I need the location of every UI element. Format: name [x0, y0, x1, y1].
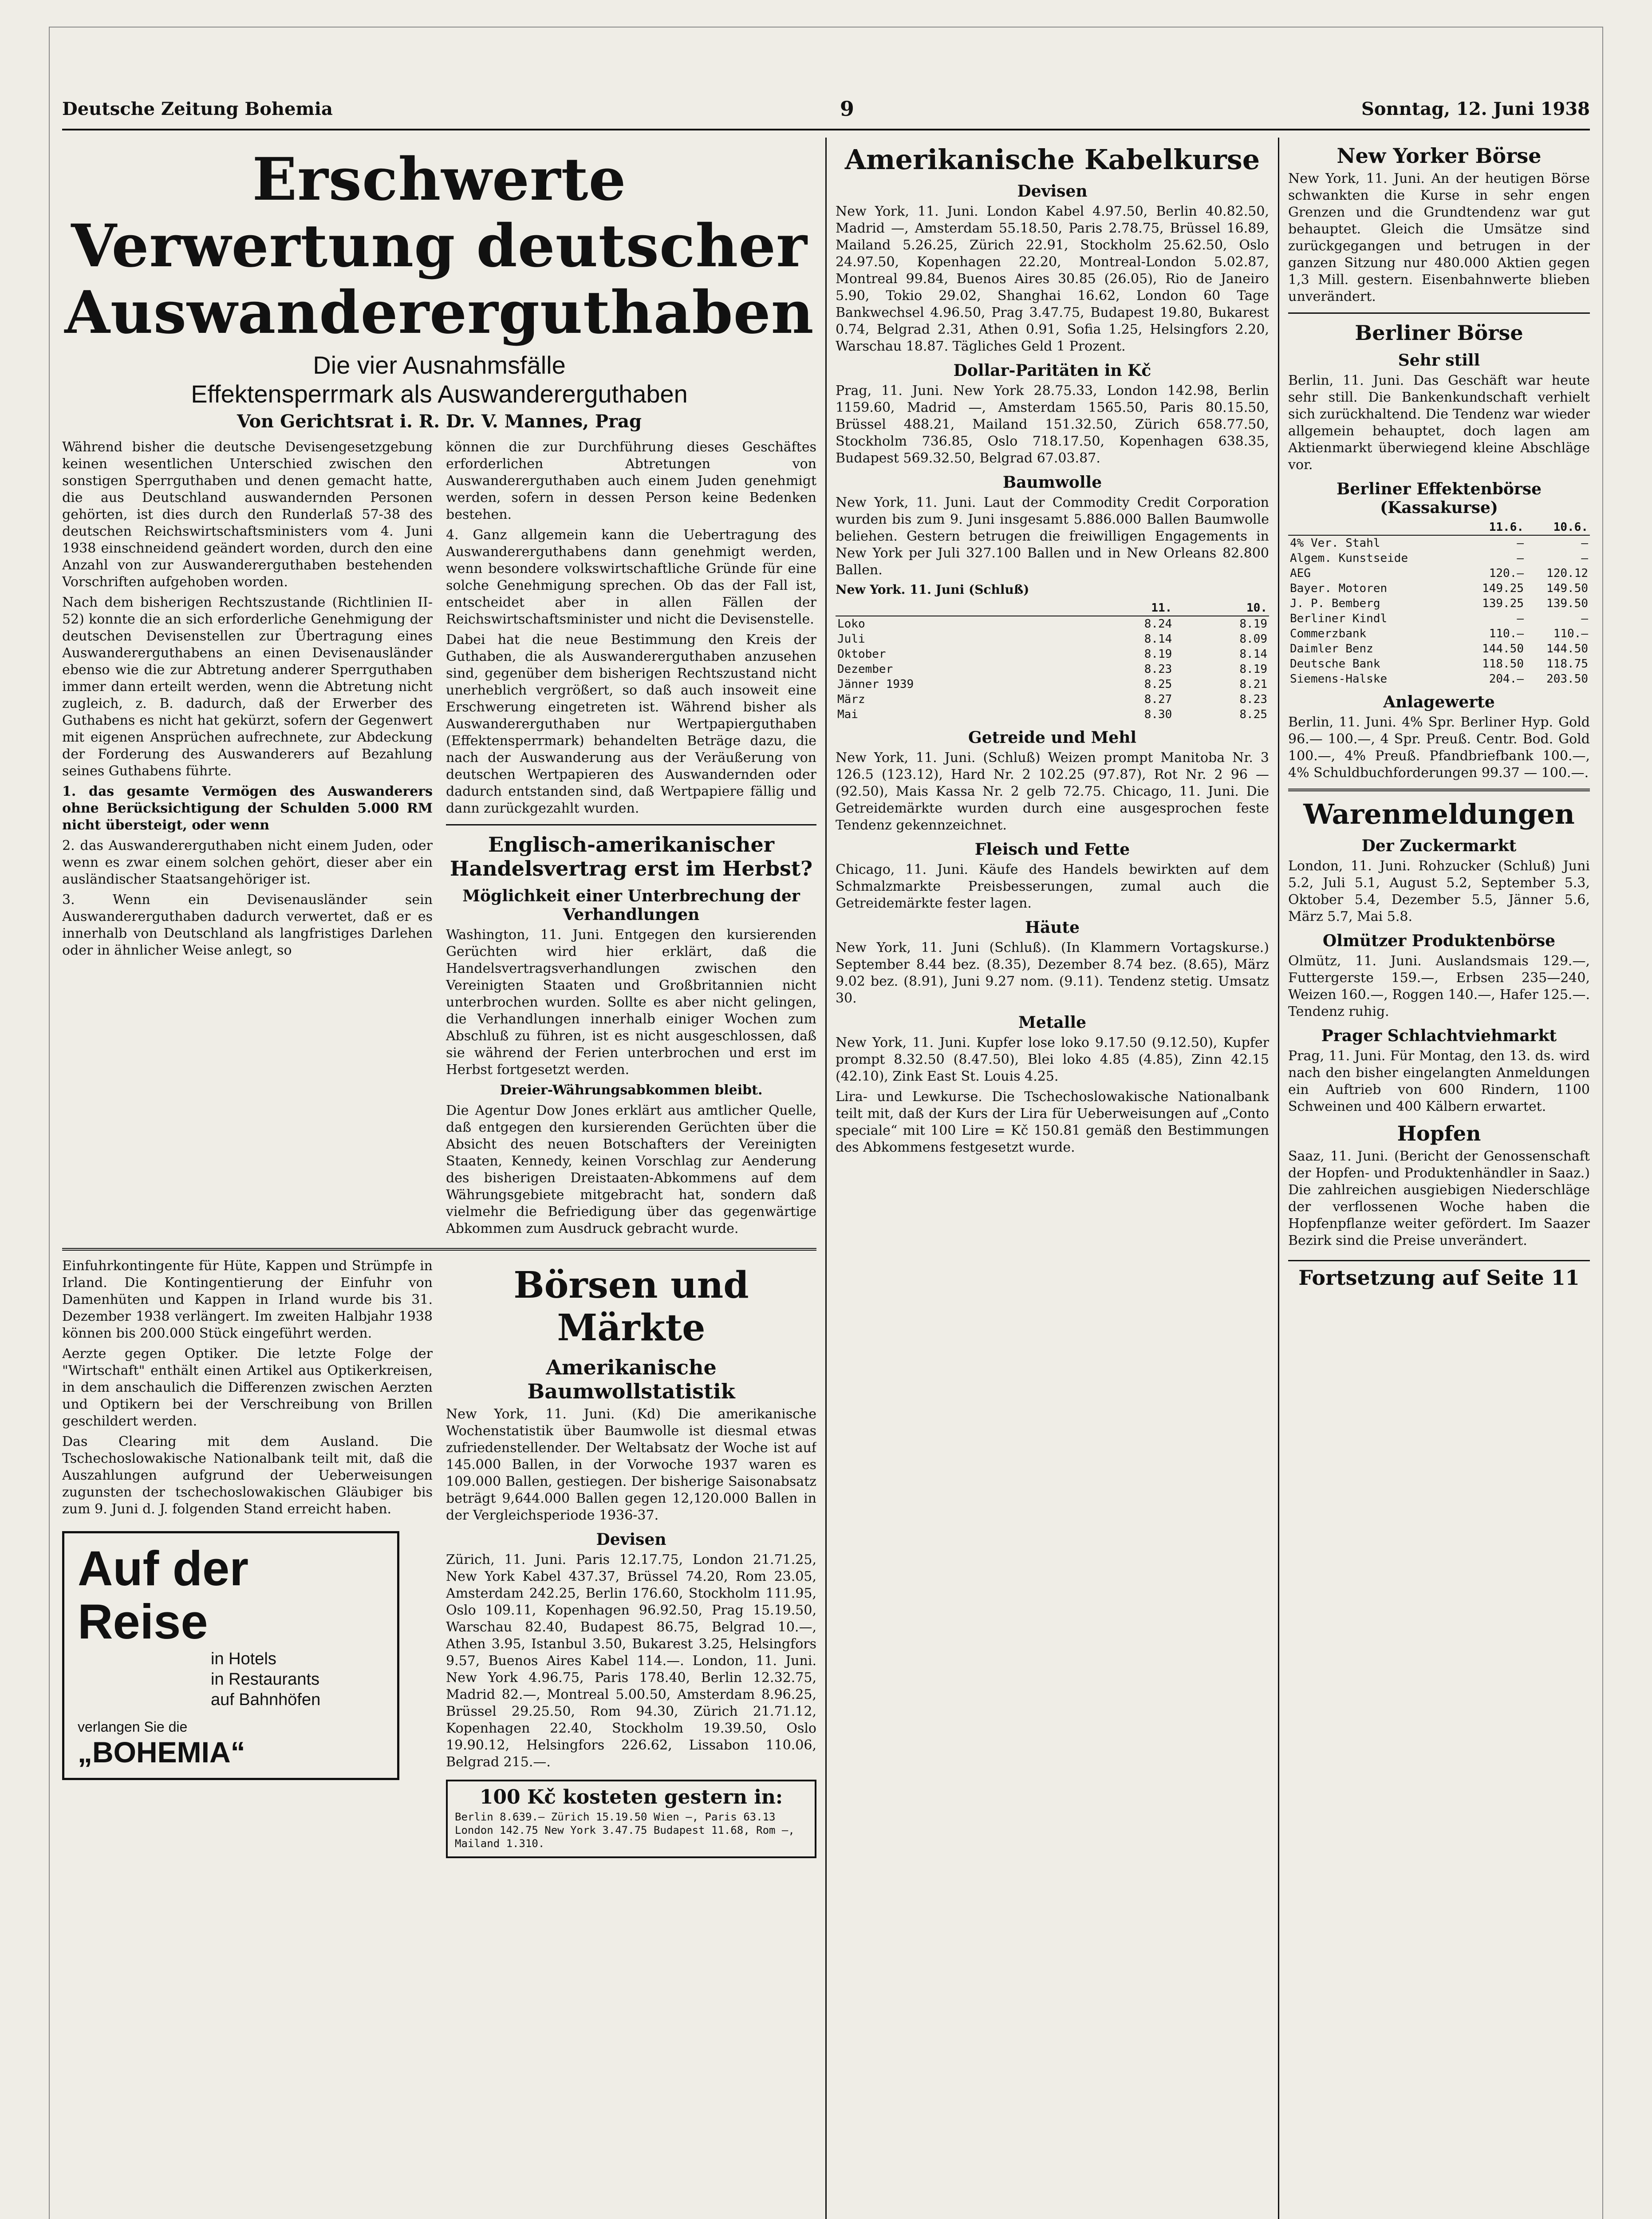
table-cell: 8.21: [1239, 678, 1267, 691]
advert-title: Auf der Reise: [78, 1541, 248, 1649]
lead-body-left: [62, 439, 433, 1241]
table-cell: März: [837, 693, 865, 706]
continued-notice: Fortsetzung auf Seite 11: [1288, 1260, 1590, 1290]
advert-brand: „BOHEMIA“: [78, 1736, 245, 1769]
table-cell: Commerzbank: [1290, 627, 1367, 640]
table-cell: 8.30: [1144, 708, 1172, 721]
issue-date: Sonntag, 12. Juni 1938: [1361, 98, 1590, 119]
kabel-title: Amerikanische Kabelkurse: [844, 143, 1260, 176]
lead-title: [62, 146, 816, 346]
table-cell: 8.14: [1144, 632, 1172, 646]
table-cell: 8.19: [1239, 663, 1267, 676]
cotton-table-body: [836, 616, 1269, 722]
haeute-title: Häute: [1025, 918, 1080, 937]
table-cell: 139.25: [1482, 597, 1524, 610]
waren-title: Warenmeldungen: [1303, 798, 1575, 830]
dollar-title: Dollar-Paritäten in Kč: [953, 361, 1151, 380]
boersen-devisen-text: Zürich, 11. Juni. Paris 12.17.75, London 21.71.25, New York Kabel 437.37, Brüssel 74.20, Rom 23.05, Amsterdam 242.25, Berlin 176.60, Stockholm 111.95, Oslo 109.11, Kopenhagen 96.92.50, Prag 15.19.50, Warschau 82.40, Budapest 86.75, Belgrad 10.—, Athen 3.95, Istanbul 3.50, Bukarest 3.25, Helsingfors 9.57, Buenos Aires Kabel 114.—. London, 11. Juni. New York 4.96.75, Paris 178.40, Berlin 12.32.75, Madrid 82.—, Montreal 5.00.50, Amsterdam 8.96.25, Brüssel 29.25.50, Rom 94.30, Zürich 21.71.12, Kopenhagen 22.40, Stockholm 19.39.50, Oslo 19.90.12, Helsingfors 226.62, Lissabon 110.06, Belgrad 215.—.: [446, 1552, 816, 1770]
table-cell: Mai: [837, 708, 858, 721]
metalle-title: Metalle: [1018, 1013, 1086, 1032]
schlacht-text: Prag, 11. Juni. Für Montag, den 13. ds. wird nach den bisher eingelangten Anmeldungen ein Auftrieb von 600 Rindern, 1100 Schweinen und 400 Kälbern erwartet.: [1288, 1048, 1590, 1114]
haeute-text: New York, 11. Juni (Schluß). (In Klammern Vortagskurse.) September 8.44 bez. (8.35), Dezember 8.74 bez. (8.65), März 9.02 bez. (8.91), Juni 9.27 nom. (9.11). Tendenz stetig. Umsatz 30.: [836, 940, 1269, 1006]
table-cell: —: [1581, 537, 1588, 550]
berlin-sub: Sehr still: [1398, 351, 1480, 370]
table-cell: Oktober: [837, 648, 886, 661]
lead-subtitle2: Effektensperrmark als Auswandererguthaben: [191, 380, 688, 408]
advert-lines: [78, 1649, 384, 1710]
lira-text: Lira- und Lewkurse. Die Tschechoslowakische Nationalbank teilt mit, daß der Kurs der Lira für Ueberweisungen auf „Conto speciale“ mit 100 Lire = Kč 150.81 gemäß den Bestimmungen des Abkommens festgesetzt wurde.: [836, 1089, 1269, 1155]
table-header: [1288, 520, 1461, 535]
advert-footer: verlangen Sie die: [78, 1719, 188, 1735]
table-row: [1288, 656, 1590, 671]
table-cell: 120.—: [1489, 567, 1524, 580]
table-cell: 110.—: [1553, 627, 1588, 640]
table-cell: Jänner 1939: [837, 678, 914, 691]
cotton-table-title: New York. 11. Juni (Schluß): [836, 582, 1029, 597]
table-cell: —: [1581, 612, 1588, 625]
berlin-text: Berlin, 11. Juni. Das Geschäft war heute sehr still. Die Bankenkundschaft verhielt sich zurückhaltend. Die Tendenz war wieder allgemein behauptet, doch lagen am Aktienmarkt überwiegend kleine Abschläge vor.: [1288, 373, 1590, 473]
ny-title: New Yorker Börse: [1337, 144, 1542, 168]
schlacht-title: Prager Schlachtviehmarkt: [1321, 1027, 1557, 1045]
note-paragraph: Einfuhrkontingente für Hüte, Kappen und Strümpfe in Irland. Die Kontingentierung der Einfuhr von Damenhüten und Kappen in Irland wurde bis 31. Dezember 1938 verlängert. Im zweiten Halbjahr 1938 können bis 200.000 Stück eingeführt werden.: [62, 1258, 433, 1341]
table-header: 11.: [1079, 600, 1174, 616]
lead-body: [62, 439, 816, 1241]
masthead-left: Deutsche Zeitung Bohemia: [62, 98, 333, 119]
devisen-text: New York, 11. Juni. London Kabel 4.97.50, Berlin 40.82.50, Madrid —, Amsterdam 55.18.50, Paris 2.78.75, Brüssel 16.89, Mailand 5.26.25, Zürich 22.91, Stockholm 25.62.50, Oslo 24.97.50, Kopenhagen 22.20, Montreal-London 5.02.87, Montreal 99.84, Buenos Aires 30.85 (26.05), Rio de Janeiro 5.90, Tokio 29.02, Shanghai 16.62, London 60 Tage Bankwechsel 4.96.50, Prag 3.47.75, Budapest 19.80, Bukarest 0.74, Belgrad 2.31, Athen 0.91, Sofia 1.25, Helsingfors 2.20, Warschau 18.87. Tägliches Geld 1 Prozent.: [836, 204, 1269, 354]
effekten-title: Berliner Effektenbörse (Kassakurse): [1336, 480, 1542, 517]
table-row: [1288, 671, 1590, 687]
boersen-title: Börsen und Märkte: [513, 1264, 749, 1349]
divider: [1288, 789, 1590, 791]
column-left: [62, 138, 816, 2219]
lead-author: Von Gerichtsrat i. R. Dr. V. Mannes, Prag: [237, 411, 642, 432]
lead-paragraph: 1. das gesamte Vermögen des Auswanderers ohne Berücksichtigung der Schulden 5.000 RM nicht übersteigt, oder wenn: [62, 784, 433, 833]
lead-paragraph: 2. das Auswandererguthaben nicht einem Juden, oder wenn es zwar einem solchen gehört, dieser aber ein ausländischer Staatsangehöriger ist.: [62, 838, 433, 887]
table-cell: 8.24: [1144, 617, 1172, 631]
kc-box: [446, 1780, 816, 1858]
note-paragraph: Das Clearing mit dem Ausland. Die Tschechoslowakische Nationalbank teilt mit, daß die Auszahlungen aufgrund der Ueberweisungen zugunsten der tschechoslowakischen Gläubiger bis zum 9. Juni d. J. folgenden Stand erreicht haben.: [62, 1434, 433, 1517]
anlage-text: Berlin, 11. Juni. 4% Spr. Berliner Hyp. Gold 96.— 100.—, 4 Spr. Preuß. Centr. Bod. Gold 100.—, 4% Preuß. Pfandbriefbank 100.—, 4% Schuldbuchforderungen 99.37 — 100.—.: [1288, 715, 1590, 781]
baumwolle-title: Baumwolle: [1002, 473, 1102, 492]
divider: [1288, 312, 1590, 314]
table-row: [1288, 566, 1590, 581]
table-cell: —: [1581, 552, 1588, 565]
table-row: [1288, 551, 1590, 566]
zucker-title: Der Zuckermarkt: [1361, 837, 1517, 855]
trade-title: Englisch-amerikanischer Handelsvertrag erst im Herbst?: [449, 833, 813, 880]
boersen-devisen-title: Devisen: [596, 1530, 666, 1549]
table-cell: Dezember: [837, 663, 893, 676]
table-header: 11.6.: [1461, 520, 1526, 535]
olmuetz-title: Olmützer Produktenbörse: [1322, 932, 1556, 950]
cotton-table: [836, 600, 1269, 722]
lead-body-right: [446, 439, 816, 1241]
fleisch-text: Chicago, 11. Juni. Käufe des Handels bewirkten auf dem Schmalzmarkte Preisbesserungen, zumal auch die Getreidemärkte fester lagen.: [836, 862, 1269, 911]
column-right: [1278, 138, 1590, 2219]
table-cell: 110.—: [1489, 627, 1524, 640]
table-cell: Daimler Benz: [1290, 642, 1373, 655]
divider: [446, 824, 816, 825]
olmuetz-text: Olmütz, 11. Juni. Auslandsmais 129.—, Futtergerste 159.—, Erbsen 235—240, Weizen 160.—, Roggen 140.—, Hafer 125.—. Tendenz ruhig.: [1288, 953, 1590, 1019]
page-header: [62, 89, 1590, 130]
divider: [62, 1248, 816, 1251]
table-cell: 4% Ver. Stahl: [1290, 537, 1380, 550]
lead-subtitle1: Die vier Ausnahmsfälle: [313, 351, 566, 379]
notes-column: [62, 1258, 433, 1858]
table-cell: 149.25: [1482, 582, 1524, 595]
table-cell: Siemens-Halske: [1290, 672, 1388, 686]
getreide-text: New York, 11. Juni. (Schluß) Weizen prompt Manitoba Nr. 3 126.5 (123.12), Hard Nr. 2 102.25 (97.87), Rot Nr. 2 96 — (92.50), Mais Kassa Nr. 2 gelb 72.75. Chicago, 11. Juni. Die Getreidemärkte wurden durch eine ausgesprochen feste Tendenz gekennzeichnet.: [836, 750, 1269, 833]
table-row: [836, 707, 1269, 722]
boersen-column: [446, 1258, 816, 1858]
table-cell: 144.50: [1482, 642, 1524, 655]
lower-left: [62, 1258, 816, 1858]
metalle-text: New York, 11. Juni. Kupfer lose loko 9.17.50 (9.12.50), Kupfer prompt 8.32.50 (8.47.50), Blei loko 4.85 (4.85), Zinn 42.15 (42.10), Zink East St. Louis 4.25.: [836, 1035, 1269, 1084]
page-number: 9: [840, 97, 854, 121]
table-cell: 144.50: [1546, 642, 1588, 655]
table-row: [836, 692, 1269, 707]
table-cell: 8.23: [1239, 693, 1267, 706]
lead-title-line1: Erschwerte Verwertung deutscher: [71, 145, 808, 280]
lead-paragraph: können die zur Durchführung dieses Geschäftes erforderlichen Abtretungen von Auswandererguthaben auch einem Juden genehmigt werden, sofern in dessen Person keine Bedenken bestehen.: [446, 439, 816, 522]
table-header: 10.6.: [1526, 520, 1590, 535]
anlage-title: Anlagewerte: [1383, 693, 1495, 711]
table-cell: 8.14: [1239, 648, 1267, 661]
ny-text: New York, 11. Juni. An der heutigen Börse schwankten die Kurse in sehr engen Grenzen und die Grundtendenz war gut behauptet. Gleich die Umsätze sind zurückgegangen und betrugen in der ganzen Sitzung nur 480.000 Aktien gegen 1,3 Mill. gestern. Eisenbahnwerte blieben unverändert.: [1288, 171, 1590, 304]
effekten-table: [1288, 520, 1590, 687]
columns: [62, 138, 1590, 2219]
table-cell: 149.50: [1546, 582, 1588, 595]
table-header-row: [836, 600, 1269, 616]
table-cell: Juli: [837, 632, 865, 646]
table-cell: —: [1517, 612, 1524, 625]
lead-paragraph: 3. Wenn ein Devisenausländer sein Auswandererguthaben dadurch verwertet, daß er es innerhalb von Deutschland als langfristiges Darlehen oder in ähnlicher Weise anlegt, so: [62, 892, 433, 958]
table-row: [1288, 596, 1590, 611]
table-cell: —: [1517, 537, 1524, 550]
table-cell: 8.23: [1144, 663, 1172, 676]
table-cell: 8.25: [1239, 708, 1267, 721]
table-header: 10.: [1174, 600, 1269, 616]
table-cell: 8.09: [1239, 632, 1267, 646]
table-cell: 8.19: [1239, 617, 1267, 631]
lead-paragraph: Während bisher die deutsche Devisengesetzgebung keinen wesentlichen Unterschied zwischen den sonstigen Sperrguthaben und denen gemacht hatte, die aus Deutschland auswandernden Personen gehörten, ist dies durch den Runderlaß 57-38 des deutschen Reichswirtschaftsministers vom 4. Juni 1938 einschneidend geändert worden, durch den eine Anzahl von zur Auswandererguthaben bestehenden Vorschriften aufgehoben worden.: [62, 439, 433, 590]
lead-paragraph: 4. Ganz allgemein kann die Uebertragung des Auswandererguthabens dann genehmigt werden, wenn besondere volkswirtschaftliche Gründe für eine solche Genehmigung sprechen. Ob das der Fall ist, entscheidet aber in allen Fällen der Reichswirtschaftsminister und nicht die Devisenstelle.: [446, 527, 816, 627]
table-cell: 204.—: [1489, 672, 1524, 686]
table-row: [1288, 611, 1590, 626]
trade-subtitle: Möglichkeit einer Unterbrechung der Verhandlungen: [462, 887, 800, 924]
table-cell: 8.19: [1144, 648, 1172, 661]
table-header-row: [1288, 520, 1590, 535]
table-cell: J. P. Bemberg: [1290, 597, 1380, 610]
table-cell: 203.50: [1546, 672, 1588, 686]
table-cell: 139.50: [1546, 597, 1588, 610]
advert-line: in Restaurants: [211, 1670, 320, 1689]
advert-line: auf Bahnhöfen: [211, 1690, 321, 1709]
table-row: [836, 616, 1269, 632]
effekten-table-body: [1288, 535, 1590, 687]
table-row: [836, 677, 1269, 692]
trade-subhead: Dreier-Währungsabkommen bleibt.: [500, 1082, 763, 1098]
berlin-title: Berliner Börse: [1355, 321, 1523, 345]
column-middle: [825, 138, 1269, 2219]
boersen-subtitle: Amerikanische Baumwollstatistik: [527, 1355, 735, 1403]
getreide-title: Getreide und Mehl: [968, 728, 1137, 747]
bohemia-advert: [62, 1531, 399, 1780]
table-cell: 120.12: [1546, 567, 1588, 580]
kc-box-text: Berlin 8.639.— Zürich 15.19.50 Wien —, Paris 63.13 London 142.75 New York 3.47.75 Budapest 11.68, Rom —, Mailand 1.310.: [455, 1811, 795, 1850]
table-cell: 8.27: [1144, 693, 1172, 706]
table-row: [1288, 626, 1590, 641]
devisen-title: Devisen: [1017, 182, 1088, 201]
table-cell: Berliner Kindl: [1290, 612, 1388, 625]
table-cell: —: [1517, 552, 1524, 565]
dollar-text: Prag, 11. Juni. New York 28.75.33, London 142.98, Berlin 1159.60, Madrid —, Amsterdam 1565.50, Paris 80.15.50, Brüssel 488.21, Mailand 151.32.50, Zürich 658.77.50, Stockholm 736.85, Oslo 718.17.50, Kopenhagen 638.35, Budapest 569.32.50, Belgrad 67.03.87.: [836, 383, 1269, 466]
lead-paragraph: Nach dem bisherigen Rechtszustande (Richtlinien II-52) konnte die an sich erforderliche Genehmigung der deutschen Devisenstellen zur Übertragung eines Auswandererguthabens an einen Devisenausländer ebenso wie die zur Abtretung anderer Sperrguthaben immer dann erteilt werden, wenn die Abtretung nicht zugleich, z. B. dadurch, daß der Erwerber des Guthabens es nicht hat gekürzt, sofern der Gegenwert mit eigenen Ansprüchen aufrechnete, zur Abdeckung der Forderung des Auswanderers auf Bezahlung seines Guthabens führte.: [62, 595, 433, 779]
trade-paragraph: Die Agentur Dow Jones erklärt aus amtlicher Quelle, daß entgegen den kursierenden Gerüchten über die Absicht des neuen Botschafters der Vereinigten Staaten, Kennedy, keinen Vorschlag zur Aenderung des bisherigen Dreistaaten-Abkommens auf dem Währungsgebiete mitgebracht hat, sondern daß vielmehr die Befriedigung über das gegenwärtige Abkommen zum Ausdruck gebracht wurde.: [446, 1103, 816, 1236]
lead-paragraph: Dabei hat die neue Bestimmung den Kreis der Guthaben, die als Auswandererguthaben anzusehen sind, gegenüber dem bisherigen Rechtszustand nicht unerheblich vergrößert, so daß auch insoweit eine Erschwerung eingetreten ist. Während bisher als Auswandererguthaben nur Wertpapierguthaben (Effektensperrmark) behandelten Beträge dazu, die nach der Auswanderung aus der Veräußerung von deutschen Wertpapieren des Auswandernden oder dadurch entstanden sind, daß Wertpapiere fällig und dann zurückgezahlt wurden.: [446, 632, 816, 816]
table-header: [836, 600, 1079, 616]
trade-paragraph: Washington, 11. Juni. Entgegen den kursierenden Gerüchten wird hier erklärt, daß die Handelsvertragsverhandlungen zwischen den Vereinigten Staaten und Großbritannien nicht unterbrochen wurden. Sollte es aber nicht gelingen, die Verhandlungen innerhalb einiger Wochen zum Abschluß zu führen, ist es nicht ausgeschlossen, daß sie während der Ferien unterbrochen und erst im Herbst fortgesetzt werden.: [446, 927, 816, 1078]
note-paragraph: Aerzte gegen Optiker. Die letzte Folge der "Wirtschaft" enthält einen Artikel aus Optikerkreisen, in dem anschaulich die Differenzen zwischen Aerzten und Optikern bei der Verschreibung von Brillen geschildert werden.: [62, 1346, 433, 1429]
table-cell: 118.50: [1482, 657, 1524, 671]
kc-box-title: 100 Kč kosteten gestern in:: [479, 1786, 783, 1808]
table-cell: 118.75: [1546, 657, 1588, 671]
lead-title-line2: Auswandererguthaben: [64, 278, 814, 347]
table-row: [836, 647, 1269, 662]
table-row: [836, 632, 1269, 647]
fleisch-title: Fleisch und Fette: [974, 840, 1130, 859]
table-cell: Deutsche Bank: [1290, 657, 1380, 671]
table-row: [836, 662, 1269, 677]
advert-line: in Hotels: [211, 1650, 276, 1668]
zucker-text: London, 11. Juni. Rohzucker (Schluß) Juni 5.2, Juli 5.1, August 5.2, September 5.3, Oktober 5.4, Dezember 5.5, Jänner 5.6, März 5.7, Mai 5.8.: [1288, 858, 1590, 924]
baumwolle-text: New York, 11. Juni. Laut der Commodity Credit Corporation wurden bis zum 9. Juni insgesamt 5.886.000 Ballen Baumwolle beliehen. Gestern betrugen die freiwilligen Engagements in New York per Juli 327.100 Ballen und in New Orleans 82.800 Ballen.: [836, 495, 1269, 578]
table-cell: Bayer. Motoren: [1290, 582, 1388, 595]
boersen-paragraph: New York, 11. Juni. (Kd) Die amerikanische Wochenstatistik über Baumwolle ist diesmal etwas zufriedenstellender. Der Weltabsatz der Woche ist auf 145.000 Ballen, in der Vorwoche 1937 waren es 109.000 Ballen, gestiegen. Der bisherige Saisonabsatz beträgt 9,644.000 Ballen gegen 12,120.000 Ballen in der Vergleichsperiode 1936-37.: [446, 1406, 816, 1523]
table-cell: Algem. Kunstseide: [1290, 552, 1408, 565]
table-row: [1288, 641, 1590, 656]
table-cell: Loko: [837, 617, 865, 631]
hopfen-title: Hopfen: [1397, 1121, 1481, 1145]
table-cell: AEG: [1290, 567, 1311, 580]
hopfen-text: Saaz, 11. Juni. (Bericht der Genossenschaft der Hopfen- und Produktenhändler in Saaz.) Die zahlreichen ausgiebigen Niederschläge der verflossenen Woche haben die Hopfenpflanze weiter gefördert. Im Saazer Bezirk sind die Preise unverändert.: [1288, 1149, 1590, 1248]
table-cell: 8.25: [1144, 678, 1172, 691]
table-row: [1288, 581, 1590, 596]
table-row: [1288, 535, 1590, 551]
